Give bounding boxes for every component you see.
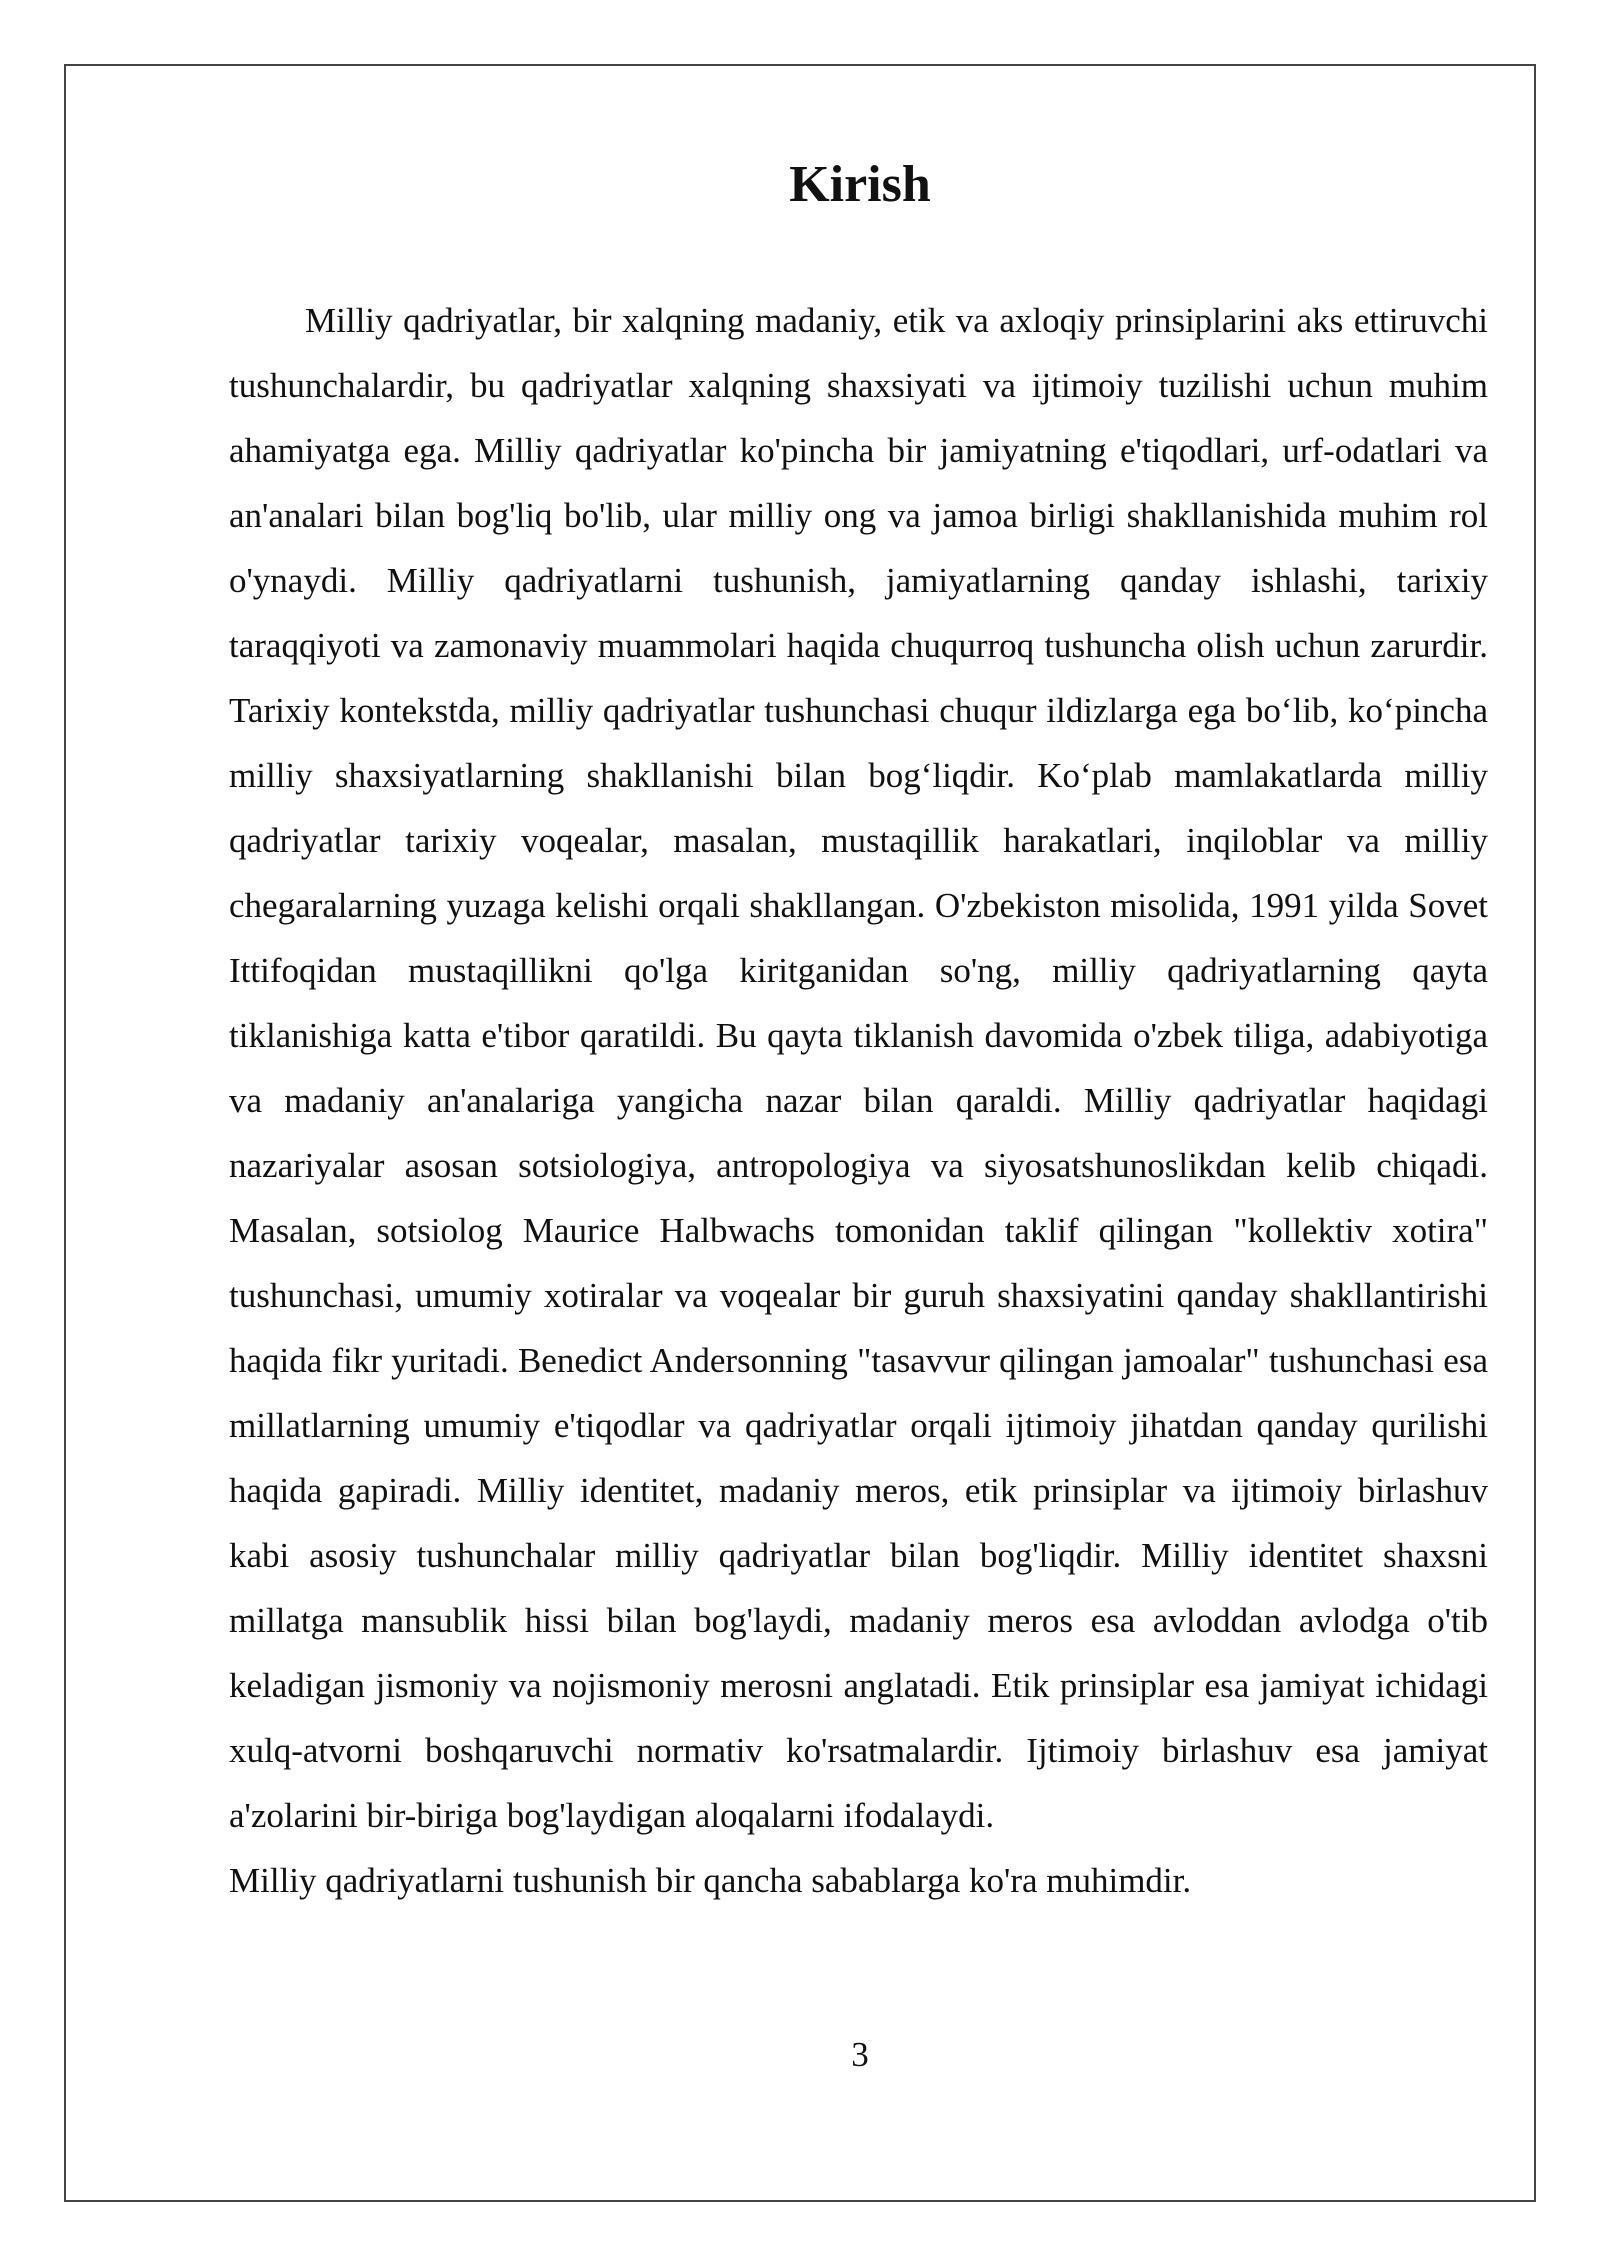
body-paragraph-closing: Milliy qadriyatlarni tushunish bir qancha sabablarga ko'ra muhimdir. xyxy=(229,1861,1192,1900)
body-paragraph: Milliy qadriyatlar, bir xalqning madaniy, etik va axloqiy prinsiplarini aks ettiruvchi tushunchalardir, bu qadriyatlar xalqning shaxsiyati va ijtimoiy tuzilishi uchun muhim ahamiyatga ega. Milliy qadriyatlar ko'pincha bir jamiyatning e'tiqodlari, urf-odatlari va an'analari bilan bog'liq bo'lib, ular milliy ong va jamoa birligi shakllanishida muhim rol o'ynaydi. Milliy qadriyatlarni tushunish, jamiyatlarning qanday ishlashi, tarixiy taraqqiyoti va zamonaviy muammolari haqida chuqurroq tushuncha olish uchun zarurdir. Tarixiy kontekstda, milliy qadriyatlar tushunchasi chuqur ildizlarga ega boʻlib, koʻpincha milliy shaxsiyatlarning shakllanishi bilan bogʻliqdir. Koʻplab mamlakatlarda milliy qadriyatlar tarixiy voqealar, masalan, mustaqillik harakatlari, inqiloblar va milliy chegaralarning yuzaga kelishi orqali shakllangan. O'zbekiston misolida, 1991 yilda Sovet Ittifoqidan mustaqillikni qo'lga kiritganidan so'ng, milliy qadriyatlarning qayta tiklanishiga katta e'tibor qaratildi. Bu qayta tiklanish davomida o'zbek tiliga, adabiyotiga va madaniy an'analariga yangicha nazar bilan qaraldi. Milliy qadriyatlar haqidagi nazariyalar asosan sotsiologiya, antropologiya va siyosatshunoslikdan kelib chiqadi. Masalan, sotsiolog Maurice Halbwachs tomonidan taklif qilingan "kollektiv xotira" tushunchasi, umumiy xotiralar va voqealar bir guruh shaxsiyatini qanday shakllantirishi haqida fikr yuritadi. Benedict Andersonning "tasavvur qilingan jamoalar" tushunchasi esa millatlarning umumiy e'tiqodlar va qadriyatlar orqali ijtimoiy jihatdan qanday qurilishi haqida gapiradi. Milliy identitet, madaniy meros, etik prinsiplar va ijtimoiy birlashuv kabi asosiy tushunchalar milliy qadriyatlar bilan bog'liqdir. Milliy identitet shaxsni millatga mansublik hissi bilan bog'laydi, madaniy meros esa avloddan avlodga o'tib keladigan jismoniy va nojismoniy merosni anglatadi. Etik prinsiplar esa jamiyat ichidagi xulq-atvorni boshqaruvchi normativ ko'rsatmalardir. Ijtimoiy birlashuv esa jamiyat a'zolarini bir-biriga bog'laydigan aloqalarni ifodalaydi. xyxy=(229,301,1488,1835)
document-body xyxy=(229,288,1488,1913)
page-title: Kirish xyxy=(789,156,931,213)
page-number: 3 xyxy=(851,2035,869,2074)
